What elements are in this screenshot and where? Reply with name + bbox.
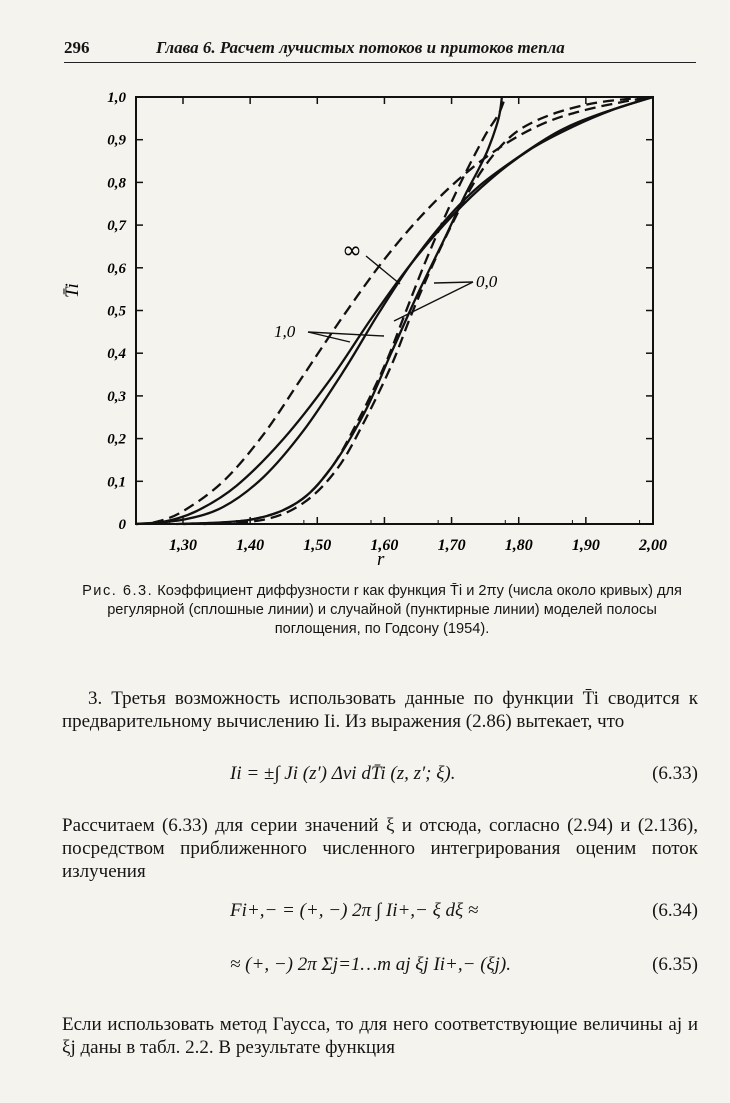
curves <box>136 97 653 524</box>
paragraph-3: Если использовать метод Гаусса, то для него соответствующие величины aj и ξj даны в табл. 2.2. В результате функция <box>62 1014 698 1058</box>
paragraph-1: 3. Третья возможность использовать данные по функции T̄i сводится к предварительному вычислению Ii. Из выражения (2.86) вытекает, что <box>62 688 698 732</box>
curve-random-4 <box>203 97 653 524</box>
equation-6-33-body: Ii = ±∫ Ji (z′) Δνi dT̄i (z, z′; ξ). <box>230 763 456 784</box>
running-head <box>64 38 696 63</box>
y-tick-label: 0,4 <box>107 346 126 363</box>
annotation-1-0: 1,0 <box>274 322 296 341</box>
y-axis-label: T̄i <box>62 283 83 298</box>
annotation-infinity: ∞ <box>342 236 362 264</box>
x-tick-label: 1,40 <box>236 537 265 554</box>
paragraph-2: Рассчитаем (6.33) для серии значений ξ и отсюда, согласно (2.94) и (2.136), посредством приближенного численного интегрирования оценим поток излучения <box>62 815 698 882</box>
y-tick-label: 0 <box>118 517 126 533</box>
y-tick-label: 1,0 <box>107 90 126 106</box>
x-tick-label: 1,90 <box>571 537 600 554</box>
equation-6-35-body: ≈ (+, −) 2π Σj=1…m aj ξj Ii+,− (ξj). <box>230 954 512 975</box>
annotation-0-0: 0,0 <box>476 272 498 291</box>
curve-regular-1 <box>136 97 653 524</box>
equation-6-35 <box>62 954 698 984</box>
y-tick-label: 0,2 <box>107 431 126 448</box>
curve-regular-2 <box>176 97 502 524</box>
x-tick-label: 1,60 <box>370 537 399 554</box>
y-tick-label: 0,3 <box>107 388 126 405</box>
page-number: 296 <box>64 38 90 57</box>
equation-6-33-number: (6.33) <box>652 763 698 784</box>
plot-frame <box>136 97 653 524</box>
equation-6-33 <box>62 763 698 793</box>
y-tick-label: 0,7 <box>107 218 126 235</box>
y-tick-labels <box>107 90 126 533</box>
leader-0-0-a <box>434 282 473 283</box>
x-tick-label: 2,00 <box>639 537 667 554</box>
tick-marks <box>136 97 653 524</box>
curve-random-3 <box>136 97 653 524</box>
leader-infinity <box>366 256 400 284</box>
y-tick-label: 0,9 <box>107 132 126 149</box>
caption-label: Рис. 6.3. <box>82 583 154 599</box>
x-tick-labels <box>169 537 667 554</box>
caption-text: Коэффициент диффузности r как функция T̄i и 2πy (числа около кривых) для регулярной (сплошные линии) и случайной (пунктирные линии) моделей полосы поглощения, по Годсону (1954). <box>107 583 682 637</box>
x-tick-label: 1,50 <box>303 537 332 554</box>
diffusivity-chart <box>60 80 700 580</box>
x-axis-label: r <box>377 549 385 570</box>
equation-6-34 <box>62 900 698 930</box>
y-tick-label: 0,8 <box>107 175 126 192</box>
chapter-title: Глава 6. Расчет лучистых потоков и притоков тепла <box>156 38 565 57</box>
x-tick-label: 1,30 <box>169 537 197 554</box>
x-tick-label: 1,80 <box>504 537 533 554</box>
leader-0-0-b <box>394 282 473 321</box>
y-tick-label: 0,5 <box>107 303 126 320</box>
equation-6-34-body: Fi+,− = (+, −) 2π ∫ Ii+,− ξ dξ ≈ <box>230 900 479 921</box>
equation-6-35-number: (6.35) <box>652 954 698 975</box>
figure-caption <box>64 582 700 639</box>
y-tick-label: 0,6 <box>107 260 126 277</box>
equation-6-34-number: (6.34) <box>652 900 698 921</box>
curve-regular-0 <box>136 97 653 524</box>
x-tick-label: 1,70 <box>437 537 466 554</box>
y-tick-label: 0,1 <box>107 474 126 491</box>
